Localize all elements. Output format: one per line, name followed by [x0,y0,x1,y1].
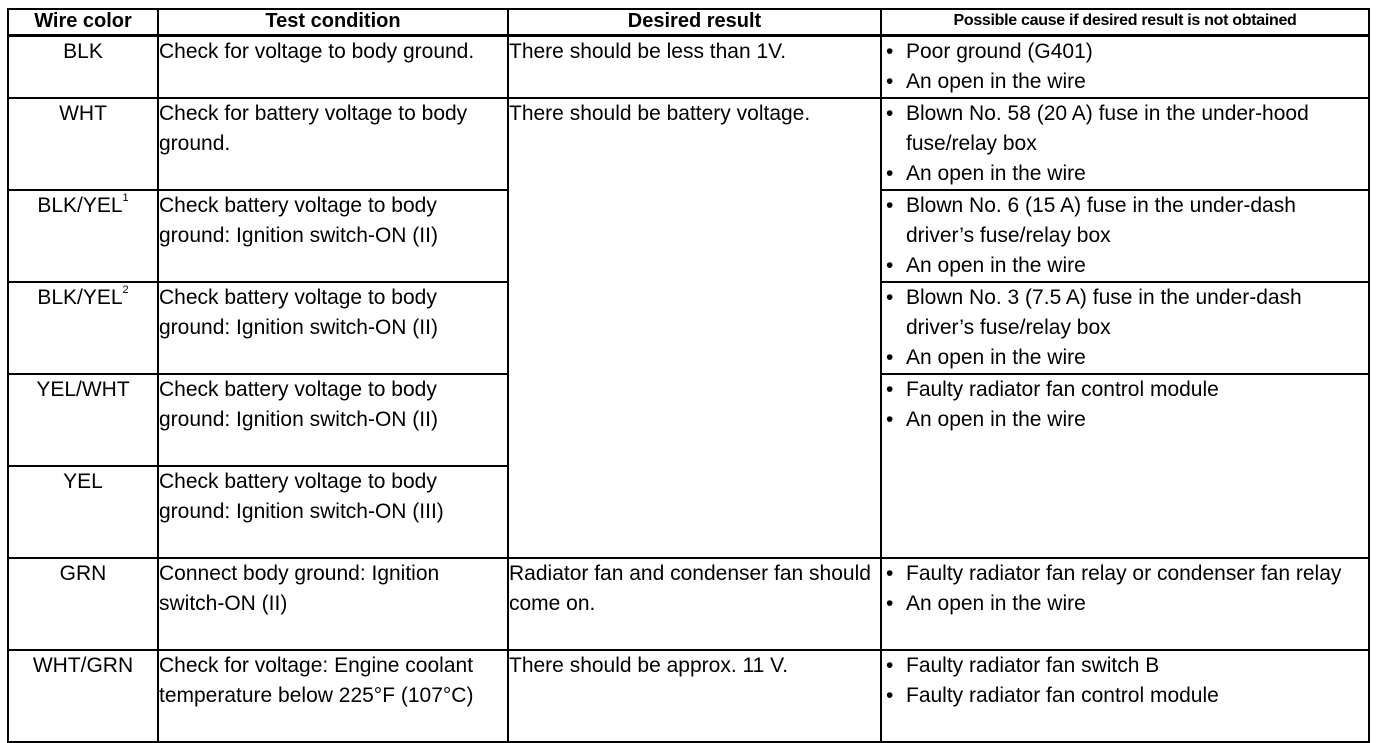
footnote-marker: 2 [122,284,129,296]
header-row [8,9,1369,36]
wire-color-text: BLK [63,40,103,63]
table-row [8,558,1369,650]
test-condition-cell: Check battery voltage to body ground: Ignition switch-ON (II) [158,374,508,466]
wire-color-cell [8,558,158,650]
cause-item: • Blown No. 6 (15 A) fuse in the under-dash driver’s fuse/relay box [882,191,1368,251]
possible-cause-cell [881,282,1369,374]
cause-list [882,99,1368,189]
cause-list [882,191,1368,281]
desired-result-cell: Radiator fan and condenser fan should come on. [508,558,881,650]
test-condition-cell: Check battery voltage to body ground: Ignition switch-ON (II) [158,282,508,374]
test-condition-cell: Check battery voltage to body ground: Ignition switch-ON (II) [158,190,508,282]
wire-color-text: BLK/YEL [37,194,123,217]
cause-list [882,651,1368,711]
cause-item: • Faulty radiator fan relay or condenser fan relay [882,559,1368,589]
wire-color-text: YEL/WHT [36,378,130,401]
wire-color-text: WHT/GRN [32,654,134,677]
header-desired-result: Desired result [508,9,881,36]
wire-color-cell [8,36,158,99]
cause-item: • Faulty radiator fan control module [882,375,1368,405]
cause-item: • Faulty radiator fan switch B [882,651,1368,681]
desired-result-cell: There should be less than 1V. [508,36,881,99]
wire-color-text: GRN [59,562,107,585]
header-possible-cause: Possible cause if desired result is not obtained [881,9,1369,36]
test-condition-cell: Check for voltage to body ground. [158,36,508,99]
wire-color-text: BLK/YEL [37,286,123,309]
possible-cause-cell [881,190,1369,282]
wire-diagnosis-table [7,8,1370,743]
test-condition-cell: Check for battery voltage to body ground. [158,98,508,190]
desired-result-cell: There should be battery voltage. [508,98,881,558]
wire-color-cell [8,98,158,190]
possible-cause-cell [881,98,1369,190]
header-wire-color: Wire color [8,9,158,36]
cause-list [882,559,1368,619]
cause-item: • Poor ground (G401) [882,37,1368,67]
cause-item: • An open in the wire [882,251,1368,281]
cause-item: • An open in the wire [882,405,1368,435]
possible-cause-cell [881,374,1369,558]
desired-result-cell: There should be approx. 11 V. [508,650,881,742]
cause-item: • An open in the wire [882,159,1368,189]
cause-item: • An open in the wire [882,67,1368,97]
cause-list [882,283,1368,373]
cause-item: • An open in the wire [882,589,1368,619]
possible-cause-cell [881,650,1369,742]
cause-list [882,375,1368,435]
wire-color-text: WHT [59,102,107,125]
wire-color-cell [8,282,158,374]
cause-item: • An open in the wire [882,343,1368,373]
table-row [8,98,1369,190]
wire-color-cell [8,374,158,466]
cause-item: • Blown No. 3 (7.5 A) fuse in the under-dash driver’s fuse/relay box [882,283,1368,343]
cause-list [882,37,1368,97]
possible-cause-cell [881,36,1369,99]
wire-color-text: YEL [63,470,103,493]
table-row [8,650,1369,742]
table-row [8,36,1369,99]
possible-cause-cell [881,558,1369,650]
wire-color-cell [8,650,158,742]
wire-color-cell [8,466,158,558]
wire-color-cell [8,190,158,282]
test-condition-cell: Connect body ground: Ignition switch-ON (II) [158,558,508,650]
header-test-condition: Test condition [158,9,508,36]
test-condition-cell: Check for voltage: Engine coolant temperature below 225°F (107°C) [158,650,508,742]
cause-item: • Blown No. 58 (20 A) fuse in the under-hood fuse/relay box [882,99,1368,159]
footnote-marker: 1 [122,192,129,204]
cause-item: • Faulty radiator fan control module [882,681,1368,711]
test-condition-cell: Check battery voltage to body ground: Ignition switch-ON (III) [158,466,508,558]
